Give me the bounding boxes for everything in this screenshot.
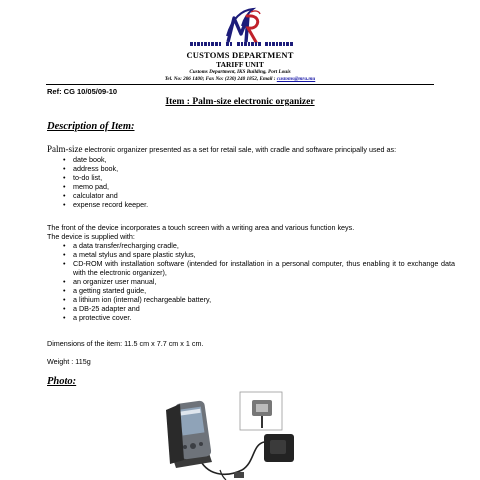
description-heading: Description of Item: — [47, 121, 135, 132]
address-line: Customs Department, IKS Building, Port Louis — [189, 69, 291, 75]
header-divider — [46, 84, 434, 85]
list-item: • a DB-25 adapter and — [47, 304, 455, 313]
contact-numbers: Tel. No: 206 1400; Fax No: (230) 240 1852, Email : — [164, 76, 277, 82]
list-item: • to-do list, — [47, 173, 455, 182]
list-item: • CD-ROM with installation software (intended for installation in a personal computer, thus enabling it to exchange data with the electronic organizer), — [47, 259, 455, 277]
list-item: • calculator and — [47, 191, 455, 200]
intro-paragraph — [47, 145, 455, 154]
weight-text: Weight : 115g — [47, 357, 91, 366]
list-item: • a lithium ion (internal) rechargeable battery, — [47, 295, 455, 304]
contact-line — [0, 76, 480, 82]
contents-list — [47, 241, 455, 322]
email-link[interactable]: customs@mra.mu — [276, 76, 316, 82]
list-item: • address book, — [47, 164, 455, 173]
photo-heading: Photo: — [47, 376, 77, 387]
list-item: • a protective cover. — [47, 313, 455, 322]
list-item: • date book, — [47, 155, 455, 164]
dimensions-text: Dimensions of the item: 11.5 cm x 7.7 cm x 1 cm. — [47, 339, 204, 348]
list-item: • a data transfer/recharging cradle, — [47, 241, 455, 250]
supplied-with-label: The device is supplied with: — [47, 232, 135, 241]
front-description: The front of the device incorporates a touch screen with a writing area and various function keys. — [47, 223, 355, 232]
reference-number: Ref: CG 10/05/09-10 — [47, 87, 118, 96]
item-title: Item : Palm-size electronic organizer — [165, 97, 315, 107]
unit-name: TARIFF UNIT — [216, 60, 264, 69]
list-item: • a getting started guide, — [47, 286, 455, 295]
mra-logo — [218, 6, 266, 46]
list-item: • expense record keeper. — [47, 200, 455, 209]
intro-rest: electronic organizer presented as a set for retail sale, with cradle and software principally used as: — [82, 145, 397, 154]
intro-lead: Palm-size — [47, 144, 83, 154]
organizer-photo — [160, 390, 325, 480]
list-item: • memo pad, — [47, 182, 455, 191]
list-item: • a metal stylus and spare plastic stylus, — [47, 250, 455, 259]
authority-name-lettering — [190, 41, 294, 47]
list-item: • an organizer user manual, — [47, 277, 455, 286]
feature-list — [47, 155, 455, 209]
department-name: CUSTOMS DEPARTMENT — [186, 50, 294, 60]
